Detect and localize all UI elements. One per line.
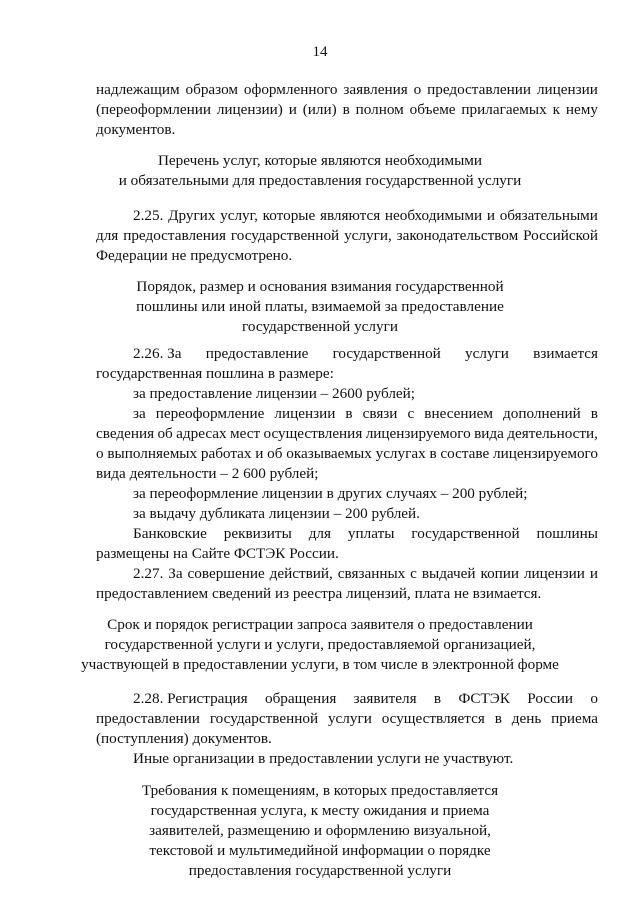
word: к [552,101,560,118]
word: Других [168,207,216,224]
word: услуги [327,710,372,727]
word: которые [262,207,316,224]
text-line: вида деятельности – 2 600 рублей; [96,465,319,482]
text-line: предоставлением сведений из реестра лицензий, плата не взимается. [96,585,542,602]
word: лицензируемого [365,425,471,442]
word: осуществления [263,425,363,442]
text-line: (поступления) документов. [96,730,272,747]
word: 2.26. За [133,345,182,362]
word: и [255,445,264,462]
word: услуги [465,345,509,362]
section-heading-line: пошлины или иной платы, взимаемой за предоставление [136,298,504,315]
word: предоставлении [427,81,532,98]
word: о [590,690,598,707]
justified-line [96,100,598,119]
text-line: государственная пошлина в размере: [96,365,334,382]
justified-line [133,206,598,225]
word: необходимыми [384,207,483,224]
word: вида [474,425,504,442]
word: связанных [337,565,406,582]
section-heading-line: заявителей, размещению и оформлению визуальной, [149,822,491,839]
word: с [410,565,417,582]
text-line: за выдачу дубликата лицензии – 200 рублей. [133,505,420,522]
word: лицензии) [216,101,283,118]
justified-line [133,689,598,708]
justified-line [96,226,598,245]
word: реквизиты [223,525,292,542]
word: полном [355,101,404,118]
word: в [429,445,437,462]
section-heading-line: и обязательными для предоставления государственной услуги [118,172,522,189]
word: (переоформлении [96,101,211,118]
word: с [407,405,415,422]
word: ФСТЭК [458,690,510,707]
word: оформленного [243,81,338,98]
word: за [133,405,146,422]
word: действий, [269,565,333,582]
word: государственной [230,227,340,244]
word: услугах [375,445,426,462]
word: об [157,425,173,442]
word: надлежащим [96,81,180,98]
word: предоставление [205,345,309,362]
word: день [511,710,542,727]
word: государственной [332,345,441,362]
word: государственной [411,525,520,542]
section-heading-line: текстовой и мультимедийной информации о порядке [149,842,491,859]
text-line: за переоформление лицензии в других случаях – 200 рублей; [133,485,528,502]
word: мест [229,425,261,442]
section-heading-line: участвующей в предоставлении услуги, в том числе в электронной форме [81,656,559,673]
word: связи [362,405,398,422]
justified-line [133,404,598,423]
word: (или) [302,101,337,118]
section-heading-line: Требования к помещениям, в которых предоставляется [141,782,499,799]
word: для [308,525,331,542]
word: приема [551,710,598,727]
word: переоформление [155,405,265,422]
word: в [433,690,442,707]
page-number: 14 [312,44,328,60]
word: об [267,445,283,462]
word: лицензируемого [492,445,598,462]
word: образом [185,81,238,98]
word: о [96,445,104,462]
word: 2.27. [133,565,164,582]
word: пошлины [536,525,598,542]
word: 2.28. Регистрация [133,690,248,707]
justified-line [133,344,598,363]
word: копии [480,565,520,582]
word: в [342,101,350,118]
word: взимается [533,345,598,362]
word: услуги, [344,227,392,244]
word: обязательными [499,207,598,224]
word: уплаты [347,525,395,542]
word: лицензии [536,81,598,98]
word: объеме [409,101,456,118]
word: Банковские [133,525,207,542]
justified-line [133,564,598,583]
word: составе [440,445,490,462]
word: адресах [176,425,227,442]
word: деятельности, [507,425,598,442]
word: работах [200,445,252,462]
word: выполняемых [107,445,198,462]
word: для [96,227,119,244]
word: сведения [96,425,155,442]
section-heading-line: предоставления государственной услуги [188,862,452,879]
word: в [494,710,502,727]
section-heading-line: государственной услуги и услуги, предоставляемой организацией, [104,636,536,653]
word: являются [319,207,381,224]
word: услуг, [220,207,258,224]
word: лицензии [523,565,585,582]
word: внесением [424,405,493,422]
section-heading-line: Порядок, размер и основания взимания государственной [136,278,504,295]
word: и [288,101,297,118]
word: и [486,207,495,224]
word: законодательством [396,227,519,244]
text-line: Иные организации в предоставлении услуги не участвуют. [133,750,514,767]
word: совершение [187,565,265,582]
section-heading-line: государственной услуги [242,318,398,335]
word: лицензии [274,405,336,422]
word: За [168,565,183,582]
word: прилагаемых [461,101,547,118]
justified-line [96,709,598,728]
word: оказываемых [286,445,372,462]
justified-line [96,444,598,463]
section-heading-line: Срок и порядок регистрации запроса заявителя о предоставлении [107,616,533,633]
word: дополнений [503,405,581,422]
word: предоставления [123,227,227,244]
word: государственной [209,710,319,727]
word: обращения [264,690,337,707]
word: заявления [343,81,408,98]
word: заявителя [353,690,417,707]
word: о [413,81,422,98]
word: 2.25. [133,207,164,224]
section-heading-line: государственная услуга, к месту ожидания и приема [150,802,490,819]
justified-line [133,524,598,543]
word: предоставлении [96,710,200,727]
word: в [590,405,598,422]
word: в [345,405,353,422]
justified-line [96,80,598,99]
word: Российской [523,227,598,244]
word: нему [565,101,598,118]
word: осуществляется [381,710,485,727]
text-line: размещены на Сайте ФСТЭК России. [96,545,339,562]
word: выдачей [421,565,476,582]
word: России [527,690,574,707]
justified-line [96,424,598,443]
section-heading-line: Перечень услуг, которые являются необходимыми [157,152,483,169]
text-line: за предоставление лицензии – 2600 рублей; [133,385,416,402]
text-line: документов. [96,121,176,138]
word: и [589,565,598,582]
text-line: Федерации не предусмотрено. [96,247,293,264]
